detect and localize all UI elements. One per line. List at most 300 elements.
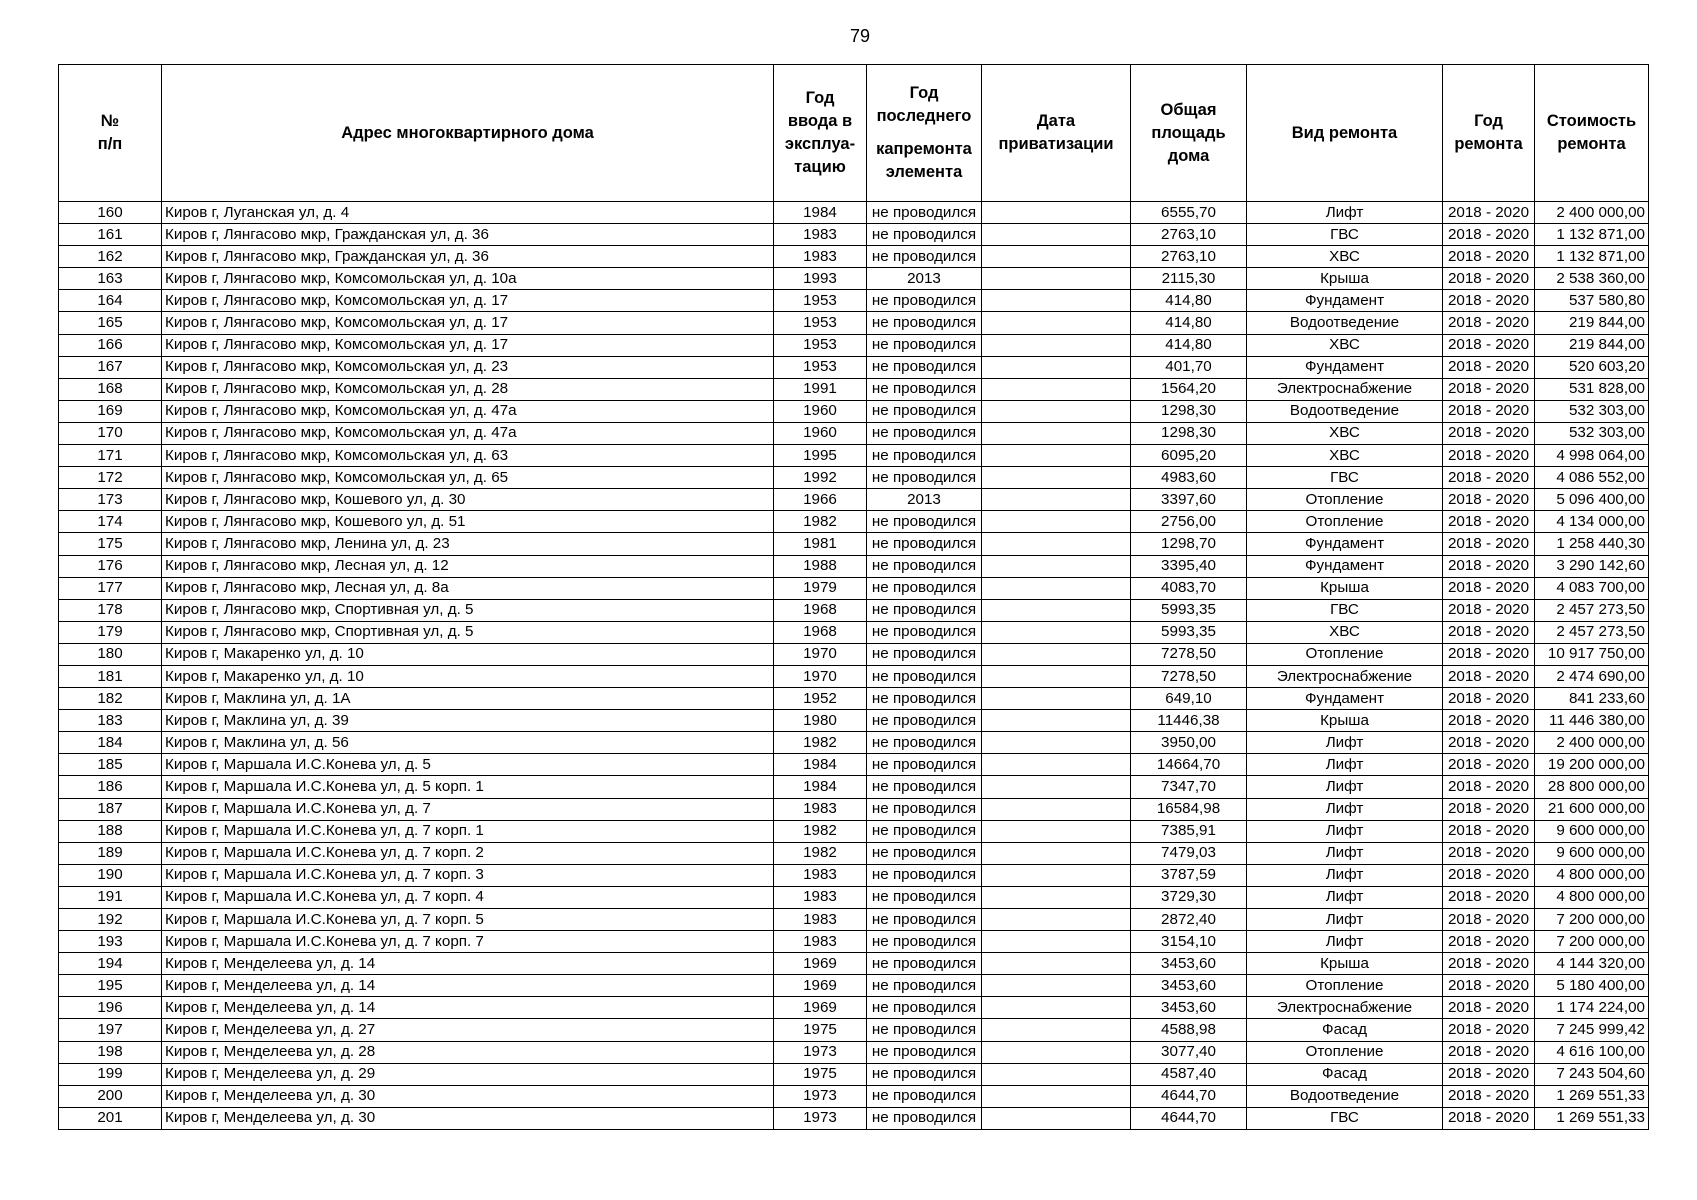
cell-last-repair: не проводился: [867, 1019, 982, 1041]
cell-area: 4644,70: [1131, 1107, 1247, 1129]
cell-last-repair: не проводился: [867, 864, 982, 886]
cell-year-built: 1991: [774, 378, 867, 400]
cell-area: 414,80: [1131, 334, 1247, 356]
cell-year-built: 1983: [774, 864, 867, 886]
table-row: [59, 997, 1649, 1019]
header-last-repair: Год последнего капремонта элемента: [867, 65, 982, 202]
cell-repair-year: 2018 - 2020: [1443, 665, 1535, 687]
cell-repair-type: Крыша: [1247, 710, 1443, 732]
cell-area: 401,70: [1131, 356, 1247, 378]
table-row: [59, 555, 1649, 577]
cell-cost: 28 800 000,00: [1535, 776, 1649, 798]
header-area: Общая площадь дома: [1131, 65, 1247, 202]
cell-last-repair: не проводился: [867, 710, 982, 732]
cell-repair-type: ХВС: [1247, 334, 1443, 356]
cell-address: Киров г, Луганская ул, д. 4: [162, 202, 774, 224]
cell-area: 3950,00: [1131, 732, 1247, 754]
cell-privatization: [982, 842, 1131, 864]
cell-last-repair: не проводился: [867, 1107, 982, 1129]
cell-year-built: 1953: [774, 290, 867, 312]
cell-year-built: 1982: [774, 842, 867, 864]
cell-privatization: [982, 931, 1131, 953]
table-row: [59, 599, 1649, 621]
table-row: [59, 1063, 1649, 1085]
cell-address: Киров г, Маршала И.С.Конева ул, д. 7 корп. 1: [162, 820, 774, 842]
cell-repair-type: Лифт: [1247, 820, 1443, 842]
cell-privatization: [982, 511, 1131, 533]
cell-num: 193: [59, 931, 162, 953]
cell-repair-type: Фасад: [1247, 1063, 1443, 1085]
cell-num: 171: [59, 445, 162, 467]
cell-repair-type: Электроснабжение: [1247, 665, 1443, 687]
cell-privatization: [982, 489, 1131, 511]
cell-cost: 2 457 273,50: [1535, 621, 1649, 643]
cell-repair-year: 2018 - 2020: [1443, 621, 1535, 643]
cell-last-repair: не проводился: [867, 1085, 982, 1107]
cell-repair-year: 2018 - 2020: [1443, 975, 1535, 997]
cell-address: Киров г, Лянгасово мкр, Комсомольская ул, д. 17: [162, 312, 774, 334]
table-row: [59, 445, 1649, 467]
header-repair-year: Год ремонта: [1443, 65, 1535, 202]
cell-year-built: 1966: [774, 489, 867, 511]
table-row: [59, 754, 1649, 776]
table-row: [59, 1041, 1649, 1063]
cell-privatization: [982, 975, 1131, 997]
cell-address: Киров г, Лянгасово мкр, Комсомольская ул, д. 17: [162, 290, 774, 312]
cell-address: Киров г, Менделеева ул, д. 27: [162, 1019, 774, 1041]
cell-year-built: 1983: [774, 886, 867, 908]
table-row: [59, 577, 1649, 599]
cell-last-repair: не проводился: [867, 776, 982, 798]
cell-address: Киров г, Лянгасово мкр, Комсомольская ул, д. 23: [162, 356, 774, 378]
cell-repair-type: ГВС: [1247, 224, 1443, 246]
cell-repair-type: Лифт: [1247, 842, 1443, 864]
cell-year-built: 1968: [774, 621, 867, 643]
cell-repair-year: 2018 - 2020: [1443, 953, 1535, 975]
cell-num: 177: [59, 577, 162, 599]
header-privatization: Дата приватизации: [982, 65, 1131, 202]
header-address: Адрес многоквартирного дома: [162, 65, 774, 202]
cell-repair-year: 2018 - 2020: [1443, 202, 1535, 224]
cell-cost: 537 580,80: [1535, 290, 1649, 312]
cell-cost: 9 600 000,00: [1535, 842, 1649, 864]
cell-privatization: [982, 1019, 1131, 1041]
table-row: [59, 533, 1649, 555]
cell-repair-year: 2018 - 2020: [1443, 334, 1535, 356]
cell-repair-type: Электроснабжение: [1247, 997, 1443, 1019]
cell-year-built: 1969: [774, 975, 867, 997]
header-cost: Стоимость ремонта: [1535, 65, 1649, 202]
page-number: 79: [849, 26, 871, 46]
cell-repair-year: 2018 - 2020: [1443, 732, 1535, 754]
cell-year-built: 1981: [774, 533, 867, 555]
cell-cost: 2 400 000,00: [1535, 202, 1649, 224]
cell-last-repair: не проводился: [867, 975, 982, 997]
cell-address: Киров г, Маршала И.С.Конева ул, д. 7 корп. 5: [162, 909, 774, 931]
cell-privatization: [982, 268, 1131, 290]
cell-repair-year: 2018 - 2020: [1443, 798, 1535, 820]
cell-year-built: 1984: [774, 202, 867, 224]
cell-area: 1298,70: [1131, 533, 1247, 555]
cell-year-built: 1982: [774, 820, 867, 842]
cell-area: 3395,40: [1131, 555, 1247, 577]
cell-cost: 11 446 380,00: [1535, 710, 1649, 732]
cell-year-built: 1969: [774, 997, 867, 1019]
cell-repair-year: 2018 - 2020: [1443, 688, 1535, 710]
cell-num: 173: [59, 489, 162, 511]
table-row: [59, 246, 1649, 268]
cell-last-repair: не проводился: [867, 599, 982, 621]
cell-repair-year: 2018 - 2020: [1443, 909, 1535, 931]
table-row: [59, 356, 1649, 378]
cell-num: 196: [59, 997, 162, 1019]
cell-num: 194: [59, 953, 162, 975]
table-row: [59, 268, 1649, 290]
cell-last-repair: не проводился: [867, 467, 982, 489]
cell-cost: 1 132 871,00: [1535, 246, 1649, 268]
cell-repair-year: 2018 - 2020: [1443, 400, 1535, 422]
cell-repair-type: Фундамент: [1247, 688, 1443, 710]
cell-repair-year: 2018 - 2020: [1443, 599, 1535, 621]
cell-last-repair: не проводился: [867, 909, 982, 931]
cell-privatization: [982, 1063, 1131, 1085]
cell-last-repair: не проводился: [867, 997, 982, 1019]
header-year-built: Год ввода в эксплуа- тацию: [774, 65, 867, 202]
cell-privatization: [982, 1085, 1131, 1107]
cell-area: 649,10: [1131, 688, 1247, 710]
cell-cost: 2 400 000,00: [1535, 732, 1649, 754]
cell-num: 189: [59, 842, 162, 864]
cell-cost: 2 538 360,00: [1535, 268, 1649, 290]
cell-area: 4644,70: [1131, 1085, 1247, 1107]
cell-cost: 7 243 504,60: [1535, 1063, 1649, 1085]
cell-num: 170: [59, 422, 162, 444]
cell-repair-year: 2018 - 2020: [1443, 710, 1535, 732]
cell-repair-type: Отопление: [1247, 1041, 1443, 1063]
cell-cost: 4 998 064,00: [1535, 445, 1649, 467]
cell-privatization: [982, 754, 1131, 776]
cell-cost: 5 096 400,00: [1535, 489, 1649, 511]
cell-area: 3729,30: [1131, 886, 1247, 908]
cell-cost: 4 800 000,00: [1535, 886, 1649, 908]
cell-address: Киров г, Лянгасово мкр, Комсомольская ул, д. 17: [162, 334, 774, 356]
cell-repair-year: 2018 - 2020: [1443, 577, 1535, 599]
cell-area: 1298,30: [1131, 422, 1247, 444]
cell-last-repair: не проводился: [867, 1041, 982, 1063]
cell-area: 1298,30: [1131, 400, 1247, 422]
cell-cost: 1 132 871,00: [1535, 224, 1649, 246]
cell-address: Киров г, Лянгасово мкр, Лесная ул, д. 8а: [162, 577, 774, 599]
table-row: [59, 732, 1649, 754]
cell-repair-type: Фундамент: [1247, 356, 1443, 378]
table-row: [59, 953, 1649, 975]
cell-area: 5993,35: [1131, 599, 1247, 621]
table-row: [59, 334, 1649, 356]
cell-address: Киров г, Лянгасово мкр, Спортивная ул, д. 5: [162, 599, 774, 621]
cell-num: 201: [59, 1107, 162, 1129]
cell-cost: 9 600 000,00: [1535, 820, 1649, 842]
cell-last-repair: не проводился: [867, 533, 982, 555]
table-row: [59, 975, 1649, 997]
cell-num: 197: [59, 1019, 162, 1041]
table-row: [59, 224, 1649, 246]
cell-address: Киров г, Лянгасово мкр, Комсомольская ул, д. 10а: [162, 268, 774, 290]
cell-repair-type: Водоотведение: [1247, 1085, 1443, 1107]
cell-num: 192: [59, 909, 162, 931]
cell-year-built: 1975: [774, 1019, 867, 1041]
cell-privatization: [982, 909, 1131, 931]
cell-repair-type: Водоотведение: [1247, 312, 1443, 334]
cell-year-built: 1983: [774, 246, 867, 268]
table-row: [59, 1085, 1649, 1107]
cell-last-repair: не проводился: [867, 820, 982, 842]
cell-year-built: 1975: [774, 1063, 867, 1085]
table-row: [59, 688, 1649, 710]
cell-year-built: 1984: [774, 754, 867, 776]
table-row: [59, 621, 1649, 643]
cell-year-built: 1983: [774, 224, 867, 246]
cell-cost: 19 200 000,00: [1535, 754, 1649, 776]
cell-num: 163: [59, 268, 162, 290]
table-row: [59, 489, 1649, 511]
cell-repair-year: 2018 - 2020: [1443, 268, 1535, 290]
cell-num: 180: [59, 643, 162, 665]
cell-num: 160: [59, 202, 162, 224]
cell-address: Киров г, Лянгасово мкр, Лесная ул, д. 12: [162, 555, 774, 577]
cell-area: 7385,91: [1131, 820, 1247, 842]
cell-privatization: [982, 312, 1131, 334]
cell-repair-year: 2018 - 2020: [1443, 643, 1535, 665]
table-row: [59, 886, 1649, 908]
cell-year-built: 1983: [774, 798, 867, 820]
cell-repair-type: Отопление: [1247, 511, 1443, 533]
cell-year-built: 1952: [774, 688, 867, 710]
cell-year-built: 1995: [774, 445, 867, 467]
cell-num: 161: [59, 224, 162, 246]
table-row: [59, 511, 1649, 533]
cell-area: 414,80: [1131, 290, 1247, 312]
cell-last-repair: не проводился: [867, 312, 982, 334]
cell-repair-year: 2018 - 2020: [1443, 445, 1535, 467]
cell-repair-type: Крыша: [1247, 268, 1443, 290]
cell-year-built: 1973: [774, 1107, 867, 1129]
cell-cost: 4 800 000,00: [1535, 864, 1649, 886]
cell-num: 184: [59, 732, 162, 754]
cell-repair-type: Лифт: [1247, 864, 1443, 886]
cell-address: Киров г, Маклина ул, д. 1А: [162, 688, 774, 710]
cell-last-repair: не проводился: [867, 445, 982, 467]
cell-address: Киров г, Лянгасово мкр, Комсомольская ул, д. 65: [162, 467, 774, 489]
cell-area: 11446,38: [1131, 710, 1247, 732]
cell-address: Киров г, Менделеева ул, д. 30: [162, 1085, 774, 1107]
cell-privatization: [982, 378, 1131, 400]
cell-address: Киров г, Менделеева ул, д. 28: [162, 1041, 774, 1063]
cell-address: Киров г, Лянгасово мкр, Комсомольская ул, д. 47а: [162, 400, 774, 422]
cell-privatization: [982, 688, 1131, 710]
cell-repair-year: 2018 - 2020: [1443, 356, 1535, 378]
cell-repair-year: 2018 - 2020: [1443, 422, 1535, 444]
cell-privatization: [982, 798, 1131, 820]
cell-address: Киров г, Макаренко ул, д. 10: [162, 665, 774, 687]
table-row: [59, 400, 1649, 422]
cell-repair-type: Фундамент: [1247, 290, 1443, 312]
cell-repair-year: 2018 - 2020: [1443, 1085, 1535, 1107]
cell-last-repair: не проводился: [867, 555, 982, 577]
cell-cost: 1 258 440,30: [1535, 533, 1649, 555]
cell-area: 3453,60: [1131, 975, 1247, 997]
cell-address: Киров г, Маршала И.С.Конева ул, д. 7 корп. 2: [162, 842, 774, 864]
table-row: [59, 290, 1649, 312]
cell-year-built: 1970: [774, 643, 867, 665]
cell-repair-year: 2018 - 2020: [1443, 1041, 1535, 1063]
cell-address: Киров г, Лянгасово мкр, Комсомольская ул, д. 63: [162, 445, 774, 467]
cell-repair-year: 2018 - 2020: [1443, 997, 1535, 1019]
cell-last-repair: не проводился: [867, 290, 982, 312]
cell-last-repair: не проводился: [867, 202, 982, 224]
cell-year-built: 1953: [774, 334, 867, 356]
cell-last-repair: не проводился: [867, 246, 982, 268]
cell-area: 2872,40: [1131, 909, 1247, 931]
cell-num: 167: [59, 356, 162, 378]
cell-year-built: 1973: [774, 1085, 867, 1107]
cell-repair-type: ХВС: [1247, 621, 1443, 643]
table-row: [59, 864, 1649, 886]
cell-last-repair: не проводился: [867, 224, 982, 246]
cell-last-repair: не проводился: [867, 577, 982, 599]
cell-repair-year: 2018 - 2020: [1443, 842, 1535, 864]
cell-repair-year: 2018 - 2020: [1443, 312, 1535, 334]
cell-privatization: [982, 710, 1131, 732]
cell-privatization: [982, 665, 1131, 687]
cell-privatization: [982, 334, 1131, 356]
cell-address: Киров г, Менделеева ул, д. 30: [162, 1107, 774, 1129]
cell-address: Киров г, Лянгасово мкр, Кошевого ул, д. 51: [162, 511, 774, 533]
table-row: [59, 378, 1649, 400]
cell-year-built: 1953: [774, 312, 867, 334]
cell-area: 3077,40: [1131, 1041, 1247, 1063]
cell-repair-year: 2018 - 2020: [1443, 489, 1535, 511]
table-body: [59, 202, 1649, 1130]
cell-repair-type: ГВС: [1247, 467, 1443, 489]
cell-address: Киров г, Маршала И.С.Конева ул, д. 5: [162, 754, 774, 776]
cell-privatization: [982, 290, 1131, 312]
cell-num: 198: [59, 1041, 162, 1063]
table-row: [59, 202, 1649, 224]
cell-repair-type: Отопление: [1247, 975, 1443, 997]
cell-address: Киров г, Лянгасово мкр, Комсомольская ул, д. 47а: [162, 422, 774, 444]
cell-last-repair: не проводился: [867, 931, 982, 953]
table-row: [59, 820, 1649, 842]
cell-repair-type: Фундамент: [1247, 533, 1443, 555]
cell-privatization: [982, 732, 1131, 754]
cell-address: Киров г, Менделеева ул, д. 29: [162, 1063, 774, 1085]
cell-cost: 7 245 999,42: [1535, 1019, 1649, 1041]
cell-cost: 520 603,20: [1535, 356, 1649, 378]
cell-area: 4588,98: [1131, 1019, 1247, 1041]
cell-repair-year: 2018 - 2020: [1443, 224, 1535, 246]
cell-repair-year: 2018 - 2020: [1443, 467, 1535, 489]
cell-cost: 219 844,00: [1535, 312, 1649, 334]
cell-address: Киров г, Лянгасово мкр, Спортивная ул, д. 5: [162, 621, 774, 643]
cell-year-built: 1968: [774, 599, 867, 621]
cell-area: 7347,70: [1131, 776, 1247, 798]
cell-year-built: 1953: [774, 356, 867, 378]
cell-year-built: 1983: [774, 909, 867, 931]
cell-repair-type: ХВС: [1247, 422, 1443, 444]
cell-area: 4983,60: [1131, 467, 1247, 489]
cell-area: 2763,10: [1131, 246, 1247, 268]
cell-repair-year: 2018 - 2020: [1443, 378, 1535, 400]
cell-last-repair: не проводился: [867, 688, 982, 710]
cell-area: 3453,60: [1131, 997, 1247, 1019]
cell-address: Киров г, Маршала И.С.Конева ул, д. 7 корп. 7: [162, 931, 774, 953]
cell-last-repair: 2013: [867, 489, 982, 511]
table-row: [59, 909, 1649, 931]
cell-cost: 21 600 000,00: [1535, 798, 1649, 820]
table-row: [59, 931, 1649, 953]
cell-privatization: [982, 599, 1131, 621]
cell-area: 7479,03: [1131, 842, 1247, 864]
cell-address: Киров г, Маршала И.С.Конева ул, д. 7 корп. 4: [162, 886, 774, 908]
cell-year-built: 1983: [774, 931, 867, 953]
cell-address: Киров г, Лянгасово мкр, Гражданская ул, д. 36: [162, 246, 774, 268]
cell-year-built: 1970: [774, 665, 867, 687]
cell-privatization: [982, 202, 1131, 224]
cell-year-built: 1973: [774, 1041, 867, 1063]
cell-area: 1564,20: [1131, 378, 1247, 400]
cell-area: 7278,50: [1131, 665, 1247, 687]
table-row: [59, 1019, 1649, 1041]
cell-privatization: [982, 577, 1131, 599]
cell-num: 179: [59, 621, 162, 643]
cell-repair-year: 2018 - 2020: [1443, 511, 1535, 533]
cell-last-repair: не проводился: [867, 665, 982, 687]
cell-last-repair: не проводился: [867, 422, 982, 444]
cell-repair-year: 2018 - 2020: [1443, 555, 1535, 577]
cell-repair-type: Лифт: [1247, 202, 1443, 224]
cell-privatization: [982, 246, 1131, 268]
cell-cost: 4 083 700,00: [1535, 577, 1649, 599]
table-row: [59, 1107, 1649, 1129]
cell-num: 166: [59, 334, 162, 356]
cell-privatization: [982, 445, 1131, 467]
cell-repair-year: 2018 - 2020: [1443, 864, 1535, 886]
cell-repair-type: Лифт: [1247, 886, 1443, 908]
cell-area: 16584,98: [1131, 798, 1247, 820]
cell-cost: 4 144 320,00: [1535, 953, 1649, 975]
cell-repair-type: ГВС: [1247, 599, 1443, 621]
cell-repair-year: 2018 - 2020: [1443, 886, 1535, 908]
header-num: № п/п: [59, 65, 162, 202]
cell-year-built: 1969: [774, 953, 867, 975]
cell-year-built: 1984: [774, 776, 867, 798]
cell-last-repair: не проводился: [867, 356, 982, 378]
cell-area: 4587,40: [1131, 1063, 1247, 1085]
table-row: [59, 467, 1649, 489]
cell-repair-year: 2018 - 2020: [1443, 1019, 1535, 1041]
cell-cost: 841 233,60: [1535, 688, 1649, 710]
cell-privatization: [982, 820, 1131, 842]
cell-privatization: [982, 997, 1131, 1019]
cell-num: 172: [59, 467, 162, 489]
cell-num: 186: [59, 776, 162, 798]
cell-last-repair: не проводился: [867, 378, 982, 400]
cell-address: Киров г, Лянгасово мкр, Гражданская ул, д. 36: [162, 224, 774, 246]
cell-repair-type: Фундамент: [1247, 555, 1443, 577]
cell-repair-type: Лифт: [1247, 909, 1443, 931]
cell-repair-type: Лифт: [1247, 776, 1443, 798]
cell-year-built: 1982: [774, 732, 867, 754]
